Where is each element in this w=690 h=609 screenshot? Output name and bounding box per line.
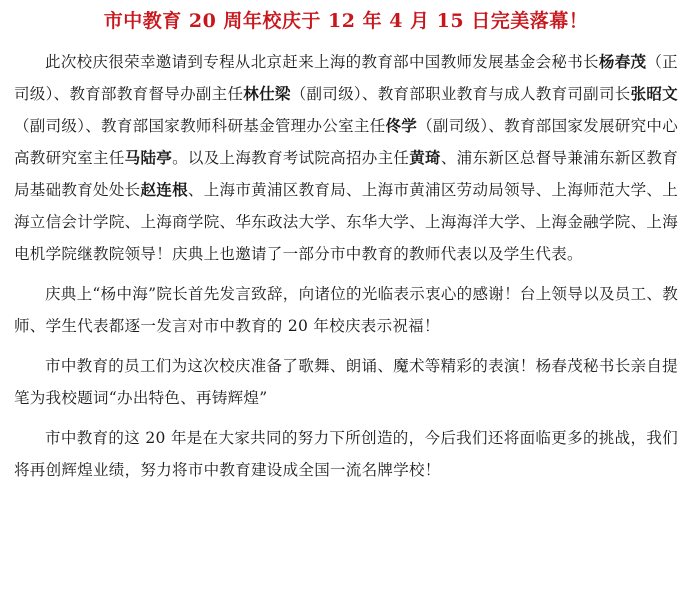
paragraph-4: [14, 422, 678, 486]
text-segment: 庆典上“杨中海”院长首先发言致辞，向诸位的光临表示衷心的感谢！台上领导以及员工、教师、学生代表都逐一发言对市中教育的 20 年校庆表示祝福！: [14, 285, 678, 335]
paragraph-1: [14, 46, 678, 270]
paragraph-3: [14, 350, 678, 414]
person-name: 林仕梁: [243, 84, 291, 103]
person-name: 马陆亭: [124, 148, 173, 167]
person-name: 赵连根: [140, 180, 188, 199]
text-segment: （副司级）、教育部国家发展研究中心高教研究室主任: [14, 117, 678, 167]
paragraph-2: [14, 278, 678, 342]
text-segment: 。以及上海教育考试院高招办主任: [172, 149, 410, 167]
text-segment: 、上海市黄浦区教育局、上海市黄浦区劳动局领导、上海师范大学、上海立信会计学院、上海商学院、华东政法大学、东华大学、上海海洋大学、上海金融学院、上海电机学院继教院领导！庆典上也邀请了一部分市中教育的教师代表以及学生代表。: [14, 181, 678, 263]
text-segment: （副司级）、教育部职业教育与成人教育司副司长: [290, 85, 631, 103]
article-body: [14, 46, 678, 486]
person-name: 张昭文: [630, 84, 678, 103]
text-segment: 市中教育的这 20 年是在大家共同的努力下所创造的，今后我们还将面临更多的挑战，我们将再创辉煌业绩，努力将市中教育建设成全国一流名牌学校！: [14, 429, 678, 479]
text-segment: 此次校庆很荣幸邀请到专程从北京赶来上海的教育部中国教师发展基金会秘书长: [45, 53, 599, 71]
text-segment: 、浦东新区总督导兼浦东新区教育局基础教育处处长: [14, 149, 678, 199]
person-name: 杨春茂: [598, 52, 647, 71]
page-title: 市中教育 20 周年校庆于 12 年 4 月 15 日完美落幕！: [103, 10, 589, 32]
person-name: 佟学: [385, 116, 418, 135]
text-segment: （副司级）、教育部国家教师科研基金管理办公室主任: [14, 117, 386, 135]
person-name: 黄琦: [409, 148, 441, 167]
text-segment: （正司级）、教育部教育督导办副主任: [14, 53, 678, 103]
text-segment: 市中教育的员工们为这次校庆准备了歌舞、朗诵、魔术等精彩的表演！杨春茂秘书长亲自提笔为我校题词“办出特色、再铸辉煌”: [14, 357, 678, 407]
